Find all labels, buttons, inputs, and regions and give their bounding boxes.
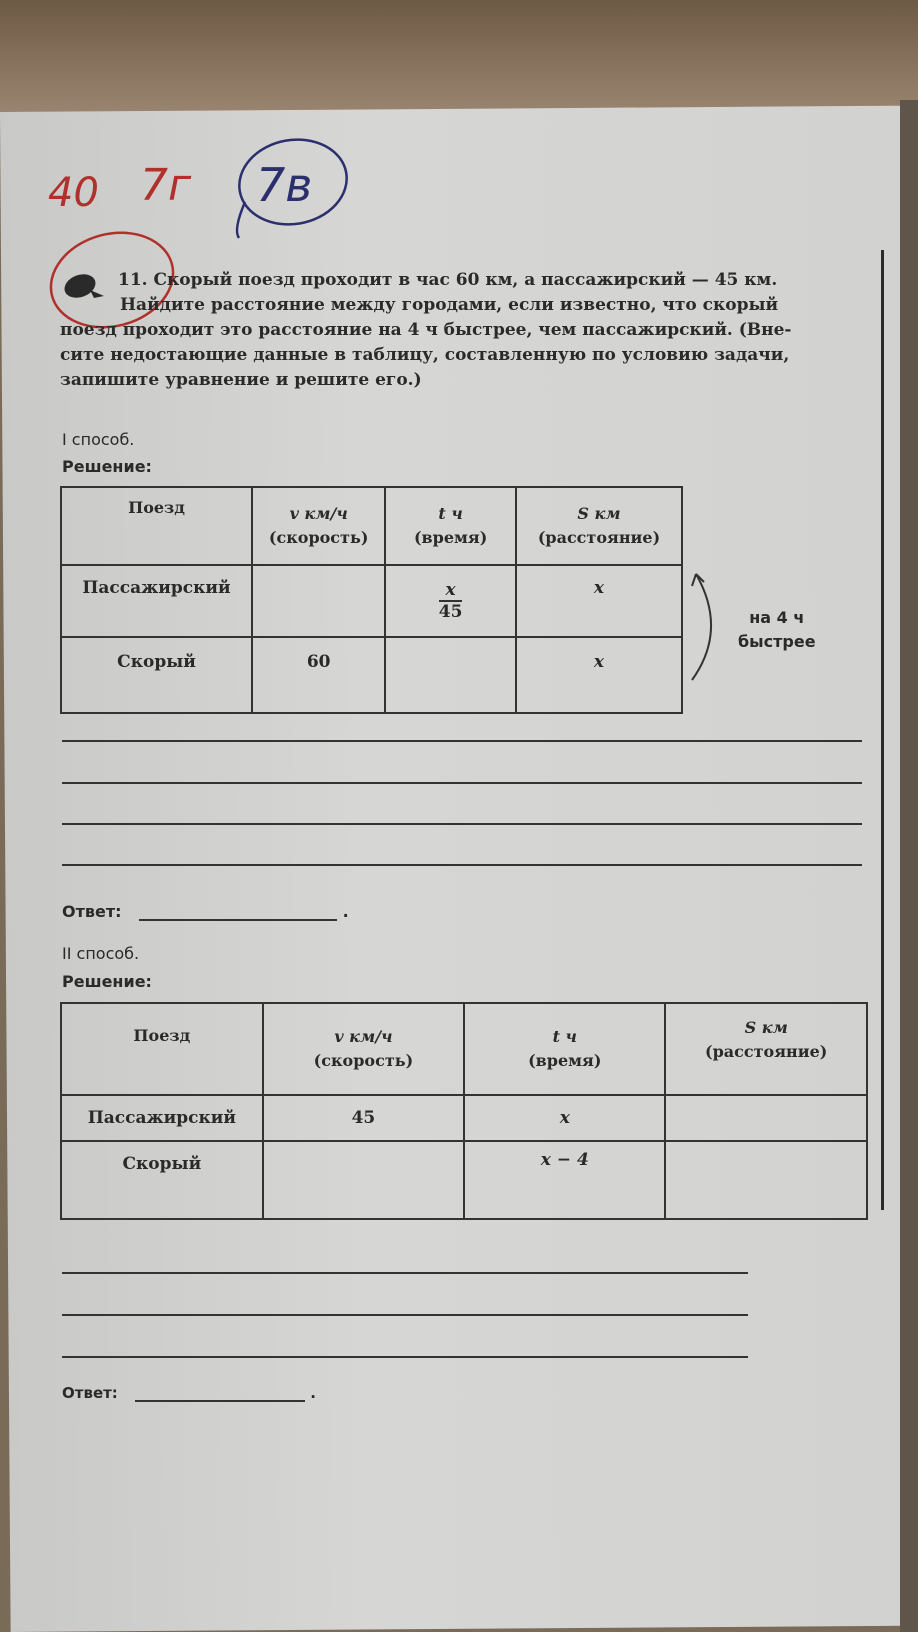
cell-time: $\frac{x}{45}$: [385, 565, 516, 637]
cell-time-empty[interactable]: [385, 637, 516, 713]
method2-solution-label: Решение:: [62, 972, 152, 991]
method2-title: II способ.: [62, 944, 140, 963]
table-row: [61, 565, 682, 637]
cell-distance-empty[interactable]: [665, 1141, 867, 1219]
answer-line[interactable]: [62, 823, 862, 825]
task-text: [60, 268, 850, 393]
answer-field[interactable]: [135, 1386, 305, 1402]
table-row: [61, 637, 682, 713]
answer-line[interactable]: [62, 864, 862, 866]
cell-distance: x: [516, 565, 682, 637]
header-speed: v км/ч (скорость): [252, 487, 385, 565]
cell-train: Пассажирский: [61, 565, 252, 637]
cell-time: x − 4: [464, 1141, 665, 1219]
cell-time: x: [464, 1095, 665, 1141]
cell-speed-empty[interactable]: [263, 1141, 464, 1219]
method2-answer: Ответ: .: [62, 1384, 316, 1402]
cell-train: Скорый: [61, 637, 252, 713]
cell-train: Пассажирский: [61, 1095, 263, 1141]
table-row: [61, 1141, 867, 1219]
answer-line[interactable]: [62, 1314, 748, 1316]
answer-line[interactable]: [62, 782, 862, 784]
curved-arrow-icon: [688, 570, 728, 690]
cell-distance-empty[interactable]: [665, 1095, 867, 1141]
desk-background: [0, 0, 918, 118]
faster-note: на 4 ч быстрее: [738, 608, 816, 651]
header-time: t ч (время): [464, 1003, 665, 1095]
header-speed: v км/ч (скорость): [263, 1003, 464, 1095]
header-train: Поезд: [61, 487, 252, 565]
task-line: поезд проходит это расстояние на 4 ч быстрее, чем пассажирский. (Вне-: [60, 320, 792, 340]
method1-title: I способ.: [62, 430, 135, 449]
blue-circle-mark: [225, 130, 355, 240]
method1-table: [60, 486, 683, 714]
method2-table: [60, 1002, 868, 1220]
method1-answer: Ответ: .: [62, 902, 349, 921]
task-line: запишите уравнение и решите его.): [60, 370, 422, 390]
page-edge: [900, 100, 918, 1632]
task-line: Скорый поезд проходит в час 60 км, а пассажирский — 45 км.: [153, 270, 778, 290]
task-line: сите недостающие данные в таблицу, составленную по условию задачи,: [60, 345, 790, 365]
cell-speed: 60: [252, 637, 385, 713]
method1-solution-label: Решение:: [62, 457, 152, 476]
header-distance: S км (расстояние): [516, 487, 682, 565]
answer-field[interactable]: [139, 903, 337, 921]
table-row: [61, 1095, 867, 1141]
cell-train: Скорый: [61, 1141, 263, 1219]
answer-line[interactable]: [62, 1272, 748, 1274]
header-distance: S км (расстояние): [665, 1003, 867, 1095]
header-train: Поезд: [61, 1003, 263, 1095]
answer-line[interactable]: [62, 740, 862, 742]
task-line: Найдите расстояние между городами, если известно, что скорый: [120, 295, 779, 315]
handwritten-mark-7v: 7в: [256, 158, 313, 212]
handwritten-mark-40: 40: [48, 170, 99, 216]
answer-line[interactable]: [62, 1356, 748, 1358]
header-time: t ч (время): [385, 487, 516, 565]
cell-distance: x: [516, 637, 682, 713]
cell-speed: 45: [263, 1095, 464, 1141]
task-number: 11.: [118, 270, 148, 290]
cell-speed-empty[interactable]: [252, 565, 385, 637]
handwritten-mark-7g: 7г: [140, 160, 192, 211]
margin-line: [881, 250, 884, 1210]
